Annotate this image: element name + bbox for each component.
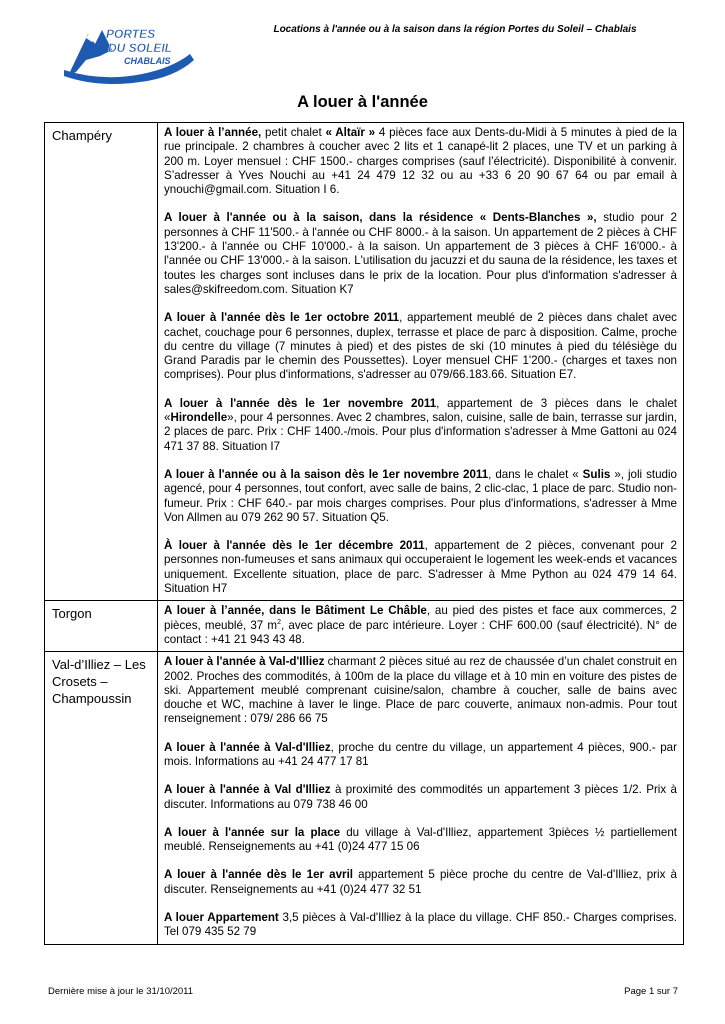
- svg-text:CHABLAIS: CHABLAIS: [124, 56, 171, 66]
- page-title: A louer à l'année: [297, 93, 428, 111]
- listing-entry: A louer à l'année ou à la saison dès le 1er novembre 2011, dans le chalet « Sulis », joli studio agencé, pour 4 personnes, tout confort, avec salle de bains, 2 clic-clac, 1 place de parc. Studio non-fumeur. Prix : CHF 640.- par mois charges comprises. Pour plus d'informations, s'adresser à Mme Von Allmen au 079 262 90 57. Situation Q5.: [164, 467, 678, 524]
- listing-entry: A louer à l'année à Val d'Illiez à proximité des commodités un appartement 3 pièces 1/2. Prix à discuter. Informations au 079 738 46 00: [164, 783, 677, 811]
- listing-entry: A louer à l'année à Val-d'Illiez charmant 2 pièces situé au rez de chaussée d’un chalet construit en 2002. Proches des commodités, à 100m de la place du village et à 10 min en voiture des pistes de ski. Appartement meublé comprenant cuisine/salon, chambre à coucher, salle de bains avec douche et WC, machine à laver le linge. Place de parc couverte, animaux non-admis. Pour tout renseignement : 079/ 286 66 75: [164, 655, 678, 726]
- listing-entry: A louer à l'année dès le 1er octobre 2011, appartement meublé de 2 pièces dans chalet avec cachet, couchage pour 6 personnes, duplex, terrasse et place de parc à disposition. Calme, proche du centre du village (7 minutes à pied) et des pistes de ski (10 minutes à pied du télésiège du Grand Paradis par le chemin des Poussettes). Loyer mensuel CHF 1'200.- (charges et taxes non comprises). Pour plus d'informations, s'adresser au 079/66.183.66. Situation E7.: [164, 311, 677, 382]
- listing-entry: A louer à l'année ou à la saison, dans la résidence « Dents-Blanches », studio pour 2 personnes à CHF 11'500.- à l'année ou CHF 8000.- à la saison. Un appartement de 2 pièces à CHF 13'200.- à l'année ou CHF 10'000.- à la saison. Un appartement de 3 pièces à CHF 16'000.- à l'année ou CHF 13'000.- à la saison. L'utilisation du jacuzzi et du sauna de la résidence, les taxes et toutes les charges sont incluses dans le prix de la location. Pour plus d'information s'adresser à sales@skifreedom.com. Situation K7: [164, 211, 677, 296]
- region-name: Val-d’Illiez – Les Crosets – Champoussin: [45, 652, 158, 944]
- listing-entry: À louer à l'année dès le 1er décembre 2011, appartement de 2 pièces, convenant pour 2 personnes non-fumeuses et sans animaux qui occuperaient le logement les week-ends et vacances uniquement. Excellente situation, place de parc. S'adresser à Mme Python au 024 479 14 64. Situation H7: [164, 539, 677, 596]
- region-listings: [158, 652, 684, 944]
- svg-text:PORTES: PORTES: [106, 27, 156, 41]
- listing-entry: A louer à l’année, petit chalet « Altaïr » 4 pièces face aux Dents-du-Midi à 5 minutes à pied de la rue principale. 2 chambres à coucher avec 2 lits et 1 canapé-lit 2 places, une TV et un parking à 200 m. Loyer mensuel : CHF 1500.- charges comprises (sauf l’électricité). Disponibilité à convenir. S’adresser à Yves Nouchi au +41 24 479 12 32 ou au +33 6 20 90 67 64 ou par email à ynouchi@gmail.com. Situation I 6.: [164, 126, 677, 197]
- header-text: Locations à l'année ou à la saison dans la région Portes du Soleil – Chablais: [273, 24, 637, 35]
- region-listings: [158, 123, 684, 601]
- listing-entry: A louer à l'année dès le 1er avril appartement 5 pièce proche du centre de Val-d'Illiez, prix à discuter. Renseignements au +41 (0)24 477 32 51: [164, 868, 677, 896]
- table-row: [45, 652, 684, 944]
- listing-entry: A louer à l'année dès le 1er novembre 2011, appartement de 3 pièces dans le chalet «Hirondelle», pour 4 personnes. Avec 2 chambres, salon, cuisine, salle de bain, terrasse sur jardin, 2 places de parc. Prix : CHF 1400.-/mois. Pour plus d'information s'adresser à Mme Gattoni au 024 471 37 88. Situation I7: [164, 396, 677, 453]
- last-updated-text: Dernière mise à jour le 31/10/2011: [48, 986, 194, 997]
- region-name: Torgon: [45, 601, 158, 652]
- page-header: [0, 0, 725, 95]
- region-listings: [158, 601, 684, 652]
- svg-text:DU SOLEIL: DU SOLEIL: [108, 41, 173, 55]
- page-number: Page 1 sur 7: [624, 986, 678, 997]
- region-name: Champéry: [45, 123, 158, 601]
- listings-table: [44, 122, 684, 945]
- listing-entry: A louer Appartement 3,5 pièces à Val-d'Illiez à la place du village. CHF 850.- Charges comprises. Tel 079 435 52 79: [164, 911, 677, 939]
- listing-entry: A louer à l'année à Val-d'Illiez, proche du centre du village, un appartement 4 pièces, 900.- par mois. Informations au +41 24 477 17 81: [164, 740, 677, 768]
- listing-entry: A louer à l’année, dans le Bâtiment Le Châble, au pied des pistes et face aux commerces, 2 pièces, meublé, 37 $m^2$, avec place de parc intérieure. Loyer : CHF 600.00 (sauf électricité). N° de contact : +41 21 943 43 48.: [164, 604, 677, 646]
- table-row: [45, 601, 684, 652]
- listing-entry: A louer à l'année sur la place du village à Val-d'Illiez, appartement 3pièces ½ partiellement meublé. Renseignements au +41 (0)24 477 15 06: [164, 825, 677, 854]
- table-row: [45, 123, 684, 601]
- portes-du-soleil-logo: [62, 20, 202, 88]
